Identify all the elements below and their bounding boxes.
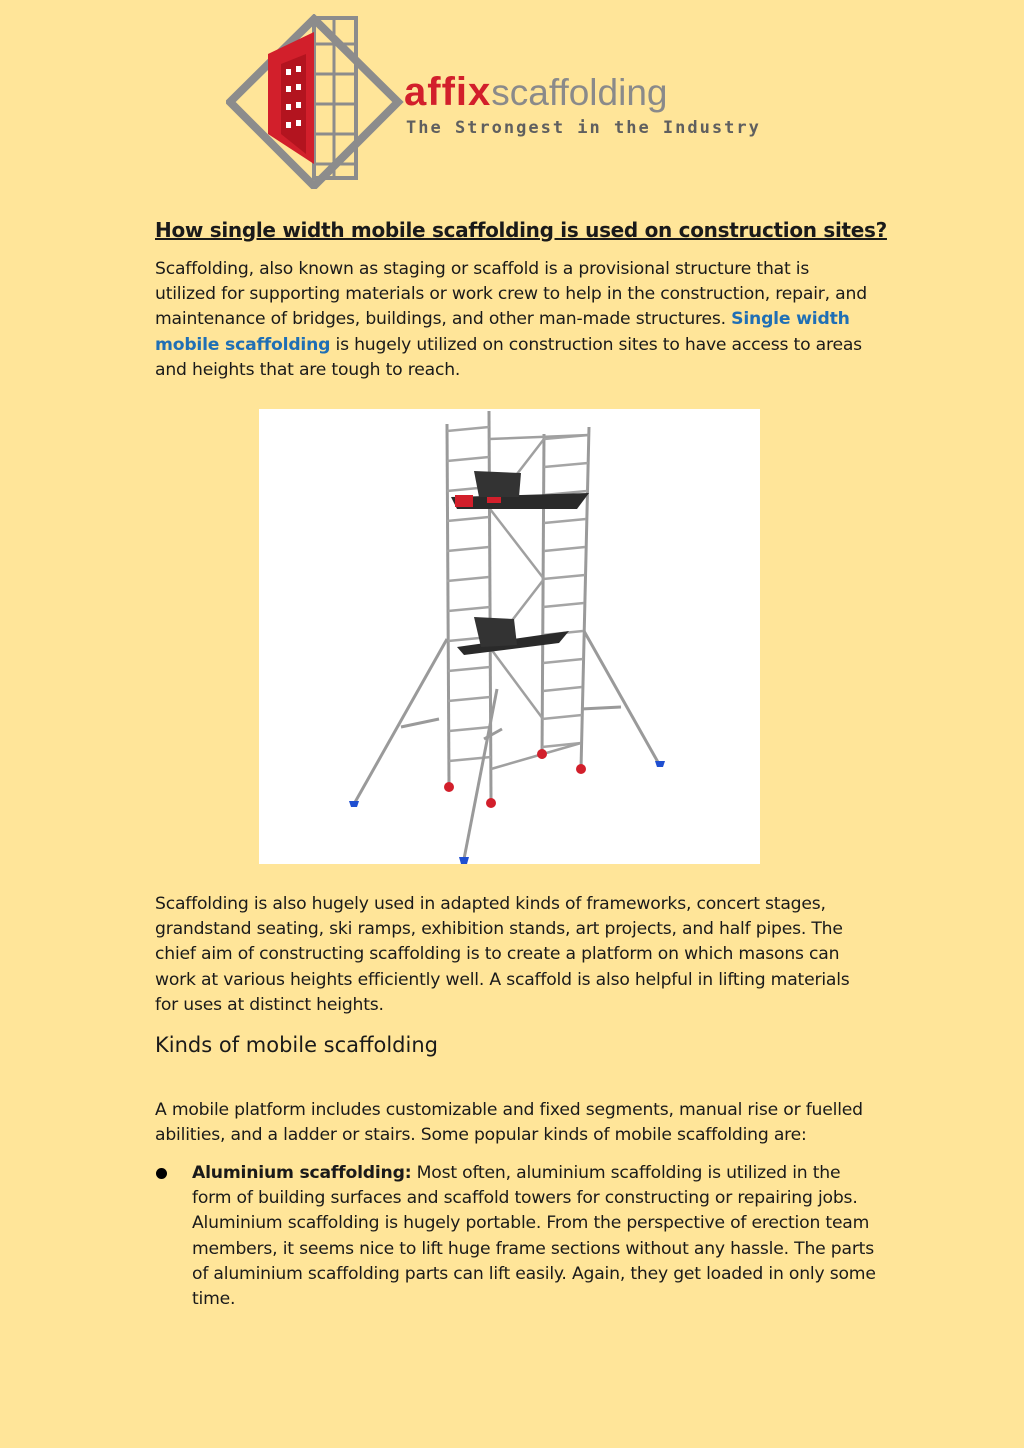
single-width-mobile-scaffolding-link[interactable]: Single width mobile scaffolding [155, 309, 850, 355]
logo-wordmark [404, 72, 667, 112]
bullet-item [192, 1161, 876, 1312]
logo-word: scaffolding [491, 72, 668, 113]
intro-text-start: Scaffolding, also known as staging or scaffold is a provisional structure that is utilized for supporting materials or work crew to help in the construction, repair, and maintenance of bridges, buildings, and other man-made structures. [155, 259, 867, 330]
mobile-platform-paragraph: A mobile platform includes customizable and fixed segments, manual rise or fuelled abilities, and a ladder or stairs. Some popular kinds of mobile scaffolding are: [155, 1100, 863, 1146]
uses-paragraph-block [155, 892, 875, 1018]
intro-text-end: is hugely utilized on construction sites to have access to areas and heights that are tough to reach. [155, 334, 862, 380]
kinds-heading: Kinds of mobile scaffolding [155, 1033, 438, 1057]
bullet-description: Most often, aluminium scaffolding is utilized in the form of building surfaces and scaffold towers for constructing or repairing jobs. Aluminium scaffolding is hugely portable. From the perspective of erection team members, it seems nice to lift huge frame sections without any hassle. The parts of aluminium scaffolding parts can lift easily. Again, they get loaded in only some time. [192, 1163, 876, 1310]
logo-tagline: The Strongest in the Industry [406, 118, 761, 138]
logo-brand: affix [404, 70, 492, 114]
bullet-text [192, 1161, 876, 1312]
intro-paragraph [155, 257, 875, 383]
uses-paragraph: Scaffolding is also hugely used in adapted kinds of frameworks, concert stages, grandstand seating, ski ramps, exhibition stands, art projects, and half pipes. The chief aim of constructing scaffolding is to create a platform on which masons can work at various heights efficiently well. A scaffold is also helpful in lifting materials for uses at distinct heights. [155, 894, 850, 1015]
article-title: How single width mobile scaffolding is used on construction sites? [155, 218, 887, 242]
mobile-platform-paragraph-block [155, 1098, 875, 1148]
scaffold-tower-icon [259, 409, 760, 864]
intro-paragraph-block [155, 257, 875, 383]
bullet-term: Aluminium scaffolding: [192, 1163, 412, 1183]
scaffold-tower-image [259, 409, 760, 864]
logo-emblem-icon [226, 14, 426, 189]
article-title-block [155, 218, 887, 242]
bullet-dot-icon [156, 1168, 167, 1179]
affix-logo [226, 14, 761, 189]
kinds-heading-block [155, 1033, 875, 1057]
